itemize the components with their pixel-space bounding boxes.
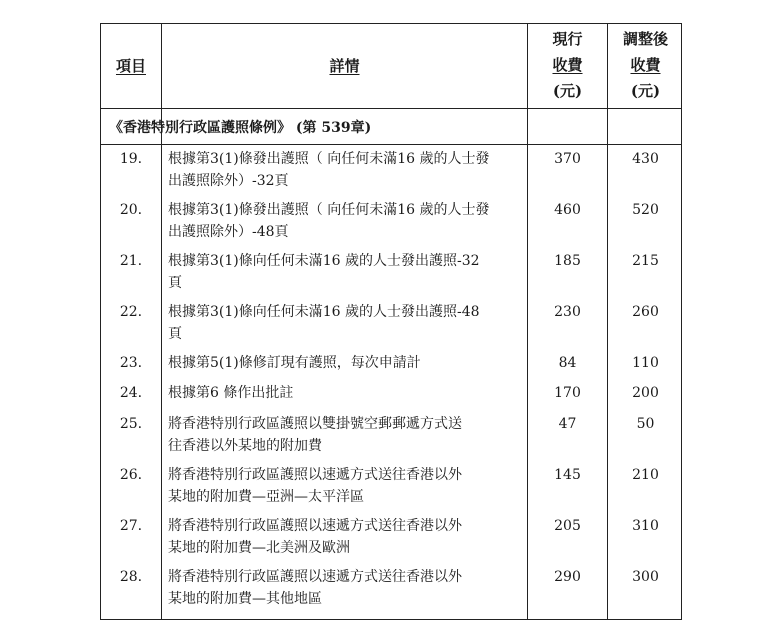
adjusted-fee: 110 bbox=[632, 355, 659, 371]
current-fee: 84 bbox=[558, 355, 577, 371]
header-item: 項目 bbox=[115, 57, 146, 75]
row-description: 將香港特別行政區護照以速遞方式送往香港以外 某地的附加費—其他地區 bbox=[168, 569, 462, 607]
fee-table bbox=[100, 23, 682, 620]
current-fee: 170 bbox=[554, 385, 581, 401]
row-description: 根據第3(1)條向任何未滿16 歲的人士發出護照-48 頁 bbox=[168, 304, 480, 342]
row-description: 根據第3(1)條發出護照（ 向任何未滿16 歲的人士發 出護照除外）-32頁 bbox=[168, 151, 490, 189]
row-number: 28. bbox=[119, 569, 143, 585]
current-fee: 47 bbox=[558, 416, 577, 432]
section-title: 《香港特別行政區護照條例》 (第 539章) bbox=[109, 120, 372, 136]
section-divider bbox=[101, 144, 681, 145]
adjusted-fee: 430 bbox=[632, 151, 659, 167]
current-fee: 370 bbox=[554, 151, 581, 167]
adjusted-fee: 300 bbox=[632, 569, 659, 585]
header-adjusted-fee: 調整後 收費 (元) bbox=[622, 30, 668, 100]
current-fee: 145 bbox=[554, 467, 581, 483]
adjusted-fee: 50 bbox=[636, 416, 655, 432]
row-number: 21. bbox=[119, 253, 143, 269]
header-current-fee: 現行 收費 (元) bbox=[552, 30, 583, 100]
header-details: 詳情 bbox=[329, 57, 360, 75]
row-number: 20. bbox=[119, 202, 143, 218]
adjusted-fee: 200 bbox=[632, 385, 659, 401]
current-fee: 185 bbox=[554, 253, 581, 269]
row-description: 根據第3(1)條發出護照（ 向任何未滿16 歲的人士發 出護照除外）-48頁 bbox=[168, 202, 490, 240]
adjusted-fee: 210 bbox=[632, 467, 659, 483]
current-fee: 460 bbox=[554, 202, 581, 218]
current-fee: 290 bbox=[554, 569, 581, 585]
adjusted-fee: 310 bbox=[632, 518, 659, 534]
adjusted-fee: 520 bbox=[632, 202, 659, 218]
row-description: 將香港特別行政區護照以速遞方式送往香港以外 某地的附加費—亞洲—太平洋區 bbox=[168, 467, 462, 505]
row-number: 19. bbox=[119, 151, 143, 167]
row-description: 根據第5(1)條修訂現有護照，每次申請計 bbox=[168, 355, 421, 371]
row-number: 23. bbox=[119, 355, 143, 371]
current-fee: 205 bbox=[554, 518, 581, 534]
adjusted-fee: 260 bbox=[632, 304, 659, 320]
row-description: 根據第6 條作出批註 bbox=[168, 385, 294, 401]
column-divider bbox=[161, 24, 162, 619]
current-fee: 230 bbox=[554, 304, 581, 320]
adjusted-fee: 215 bbox=[632, 253, 659, 269]
row-number: 25. bbox=[119, 416, 143, 432]
row-number: 22. bbox=[119, 304, 143, 320]
row-description: 將香港特別行政區護照以速遞方式送往香港以外 某地的附加費—北美洲及歐洲 bbox=[168, 518, 462, 556]
row-number: 26. bbox=[119, 467, 143, 483]
row-description: 將香港特別行政區護照以雙掛號空郵郵遞方式送 往香港以外某地的附加費 bbox=[168, 416, 462, 454]
row-number: 27. bbox=[119, 518, 143, 534]
header-divider bbox=[101, 108, 681, 109]
row-number: 24. bbox=[119, 385, 143, 401]
row-description: 根據第3(1)條向任何未滿16 歲的人士發出護照-32 頁 bbox=[168, 253, 480, 291]
